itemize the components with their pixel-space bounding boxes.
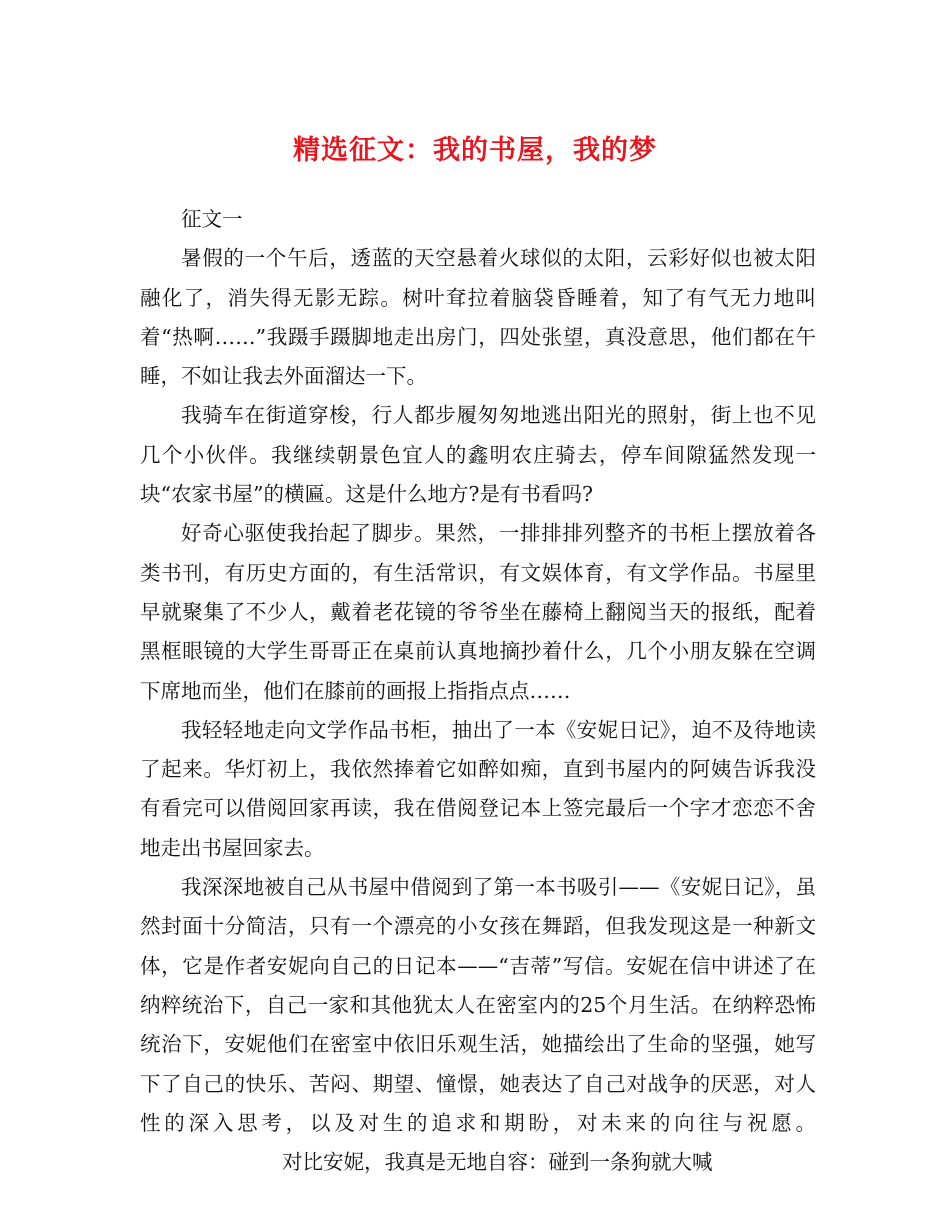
document-body — [140, 200, 816, 1182]
paragraph — [140, 868, 816, 1182]
paragraph: 我轻轻地走向文学作品书柜，抽出了一本《安妮日记》，迫不及待地读了起来。华灯初上，我依然捧着它如醉如痴，直到书屋内的阿姨告诉我没有看完可以借阅回家再读，我在借阅登记本上签完最后一个字才恋恋不舍地走出书屋回家去。 — [140, 717, 816, 860]
paragraph-text: 我深深地被自己从书屋中借阅到了第一本书吸引——《安妮日记》，虽然封面十分简洁，只有一个漂亮的小女孩在舞蹈，但我发现这是一种新文体，它是作者安妮向自己的日记本——“吉蒂”写信。安妮在信中讲述了在纳粹统治下，自己一家和其他犹太人在密室内的25个月生活。在纳粹恐怖统治下，安妮他们在密室中依旧乐观生活，她描绘出了生命的坚强，她写下了自己的快乐、苦闷、期望、憧憬，她表达了自己对战争的厌恶，对人性的深入思考，以及对生的追求和期盼，对未来的向往与祝愿。 — [140, 875, 816, 1135]
document-title: 精选征文：我的书屋，我的梦 — [293, 135, 657, 166]
paragraph-text: 对比安妮，我真是无地自容：碰到一条狗就大喊 — [282, 1150, 713, 1175]
paragraph: 暑假的一个午后，透蓝的天空悬着火球似的太阳，云彩好似也被太阳融化了，消失得无影无踪。树叶耷拉着脑袋昏睡着，知了有气无力地叫着“热啊……”我蹑手蹑脚地走出房门，四处张望，真没意思，他们都在午睡，不如让我去外面溜达一下。 — [140, 246, 816, 389]
paragraph: 我骑车在街道穿梭，行人都步履匆匆地逃出阳光的照射，街上也不见几个小伙伴。我继续朝景色宜人的鑫明农庄骑去，停车间隙猛然发现一块“农家书屋”的横匾。这是什么地方?是有书看吗? — [140, 403, 816, 507]
section-label: 征文一 — [181, 207, 243, 231]
paragraph: 好奇心驱使我抬起了脚步。果然，一排排排列整齐的书柜上摆放着各类书刊，有历史方面的，有生活常识，有文娱体育，有文学作品。书屋里早就聚集了不少人，戴着老花镜的爷爷坐在藤椅上翻阅当天的报纸，配着黑框眼镜的大学生哥哥正在桌前认真地摘抄着什么，几个小朋友躲在空调下席地而坐，他们在膝前的画报上指指点点…… — [140, 521, 816, 703]
